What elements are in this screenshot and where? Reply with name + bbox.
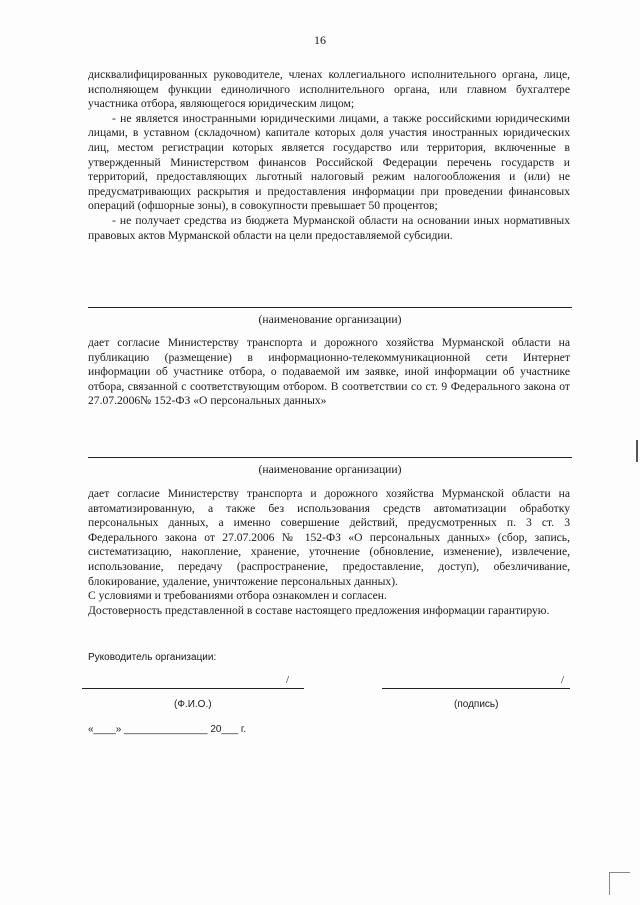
paragraph-no-budget-funds: - не получает средства из бюджета Мурманской области на основании иных нормативных правовых актов Мурманской области на цели предоставляемой субсидии.: [88, 213, 570, 242]
fio-slash: /: [286, 674, 290, 686]
consent-publication-text: дает согласие Министерству транспорта и дорожного хозяйства Мурманской области на публикацию (размещение) в информационно-телекоммуникационной сети Интернет информации об участнике отбора, о подаваемой им заявке, иной информации об участнике отбора, связанной с соответствующим отбором. В соответствии со ст. 9 Федерального закона от 27.07.2006№ 152-ФЗ «О персональных данных»: [88, 336, 570, 408]
scan-artifact-corner: [609, 872, 630, 895]
org-name-line-2: [88, 457, 572, 458]
consent-personal-data-text: дает согласие Министерству транспорта и дорожного хозяйства Мурманской области на автоматизированную, а также без использования средств автоматизации обработку персональных данных, а именно совершение действий, предусмотренных п. 3 ст. 3 Федерального закона от 27.07.2006 № 152-ФЗ «О персональных данных» (сбор, запись, систематизацию, накопление, хранение, уточнение (обновление, изменение), извлечение, использование, передачу (распространение, предоставление, доступ), обезличивание, блокирование, удаление, уничтожение персональных данных).: [88, 487, 570, 588]
signature-slash: /: [561, 674, 565, 686]
reliability-statement: Достоверность представленной в составе настоящего предложения информации гарантирую.: [88, 603, 550, 617]
paragraph-disqualified: дисквалифицированных руководителе, членах коллегиального исполнительного органа, лице, исполняющем функции единоличного исполнительного органа, или главном бухгалтере участника отбора, являющегося юридическим лицом;: [88, 68, 570, 111]
page-number: 16: [314, 33, 326, 47]
conditions-statement: С условиями и требованиями отбора ознакомлен и согласен.: [88, 589, 387, 603]
fio-signature-line: [82, 688, 304, 689]
date-line: «____» _______________ 20___ г.: [88, 724, 247, 735]
eligibility-text: [88, 68, 570, 243]
fio-label: (Ф.И.О.): [174, 699, 212, 710]
paragraph-foreign-entities: - не является иностранными юридическими лицами, а также российскими юридическими лицами, в уставном (складочном) капитале которых доля участия иностранных юридических лиц, местом регистрации которых является государство или территория, включенные в утвержденный Министерством финансов Российской Федерации перечень государств и территорий, предоставляющих льготный налоговый режим налогообложения и (или) не предусматривающих раскрытия и предоставления информации при проведении финансовых операций (офшорные зоны), в совокупности превышает 50 процентов;: [88, 111, 570, 213]
org-name-line-1: [88, 307, 572, 308]
scan-artifact-mark: [636, 440, 638, 462]
head-of-organization-label: Руководитель организации:: [88, 652, 217, 663]
signature-line: [382, 688, 570, 689]
consent-publication: [88, 336, 570, 409]
org-name-label-2: (наименование организации): [258, 463, 402, 476]
org-name-label-1: (наименование организации): [258, 313, 402, 326]
consent-personal-data: [88, 487, 570, 618]
signature-label: (подпись): [454, 699, 499, 710]
